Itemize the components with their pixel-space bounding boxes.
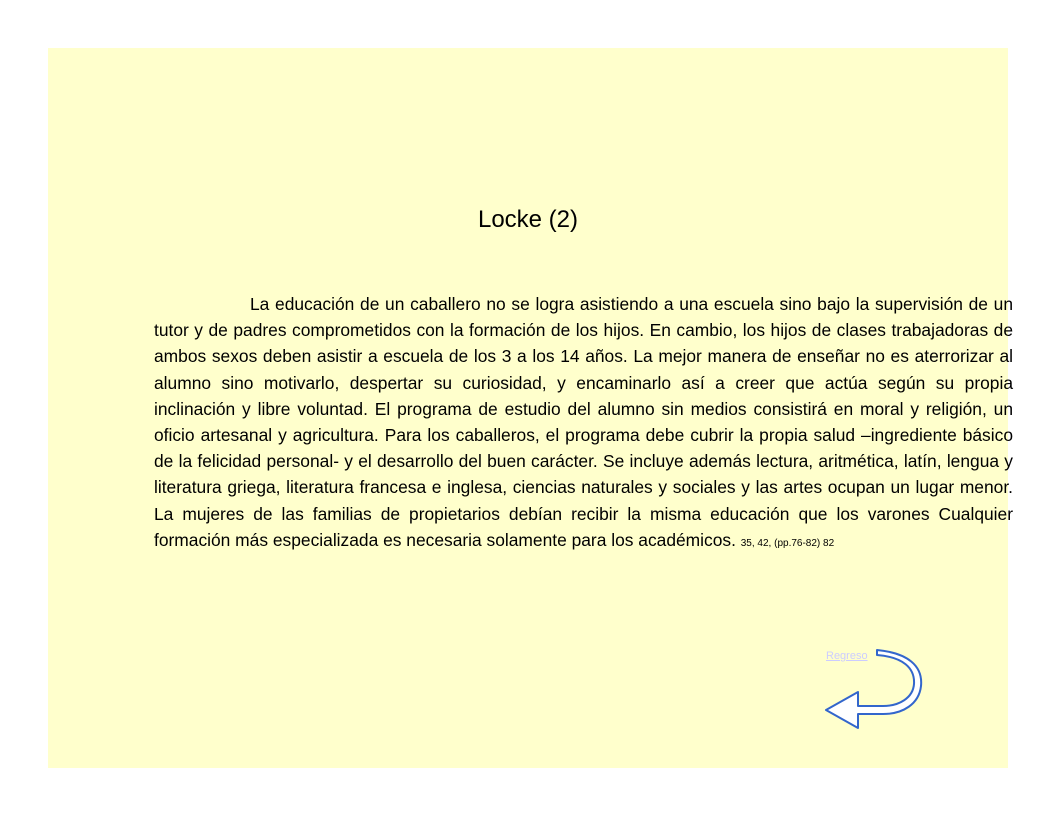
back-link[interactable]: Regreso xyxy=(826,650,868,662)
slide xyxy=(48,48,1013,768)
citation: 35, 42, (pp.76-82) 82 xyxy=(740,537,835,549)
body-paragraph xyxy=(154,291,1013,557)
slide-title: Locke (2) xyxy=(477,206,579,233)
body-text: La educación de un caballero no se logra asistiendo a una escuela sino bajo la supervisión de un tutor y de padres comprometidos con la formación de los hijos. En cambio, los hijos de clases trabajadoras de ambos sexos deben asistir a escuela de los 3 a los 14 años. La mejor manera de enseñar no es aterrorizar al alumno sino motivarlo, despertar su curiosidad, y encaminarlo así a creer que actúa según su propia inclinación y libre voluntad. El programa de estudio del alumno sin medios consistirá en moral y religión, un oficio artesanal y agricultura. Para los caballeros, el programa debe cubrir la propia salud –ingrediente básico de la felicidad personal- y el desarrollo del buen carácter. Se incluye además lectura, aritmética, latín, lengua y literatura griega, literatura francesa e inglesa, ciencias naturales y sociales y las artes ocupan un lugar menor. La mujeres de las familias de propietarios debían recibir la misma educación que los varones Cualquier formación más especializada es necesaria solamente para los académicos. xyxy=(154,294,1013,550)
